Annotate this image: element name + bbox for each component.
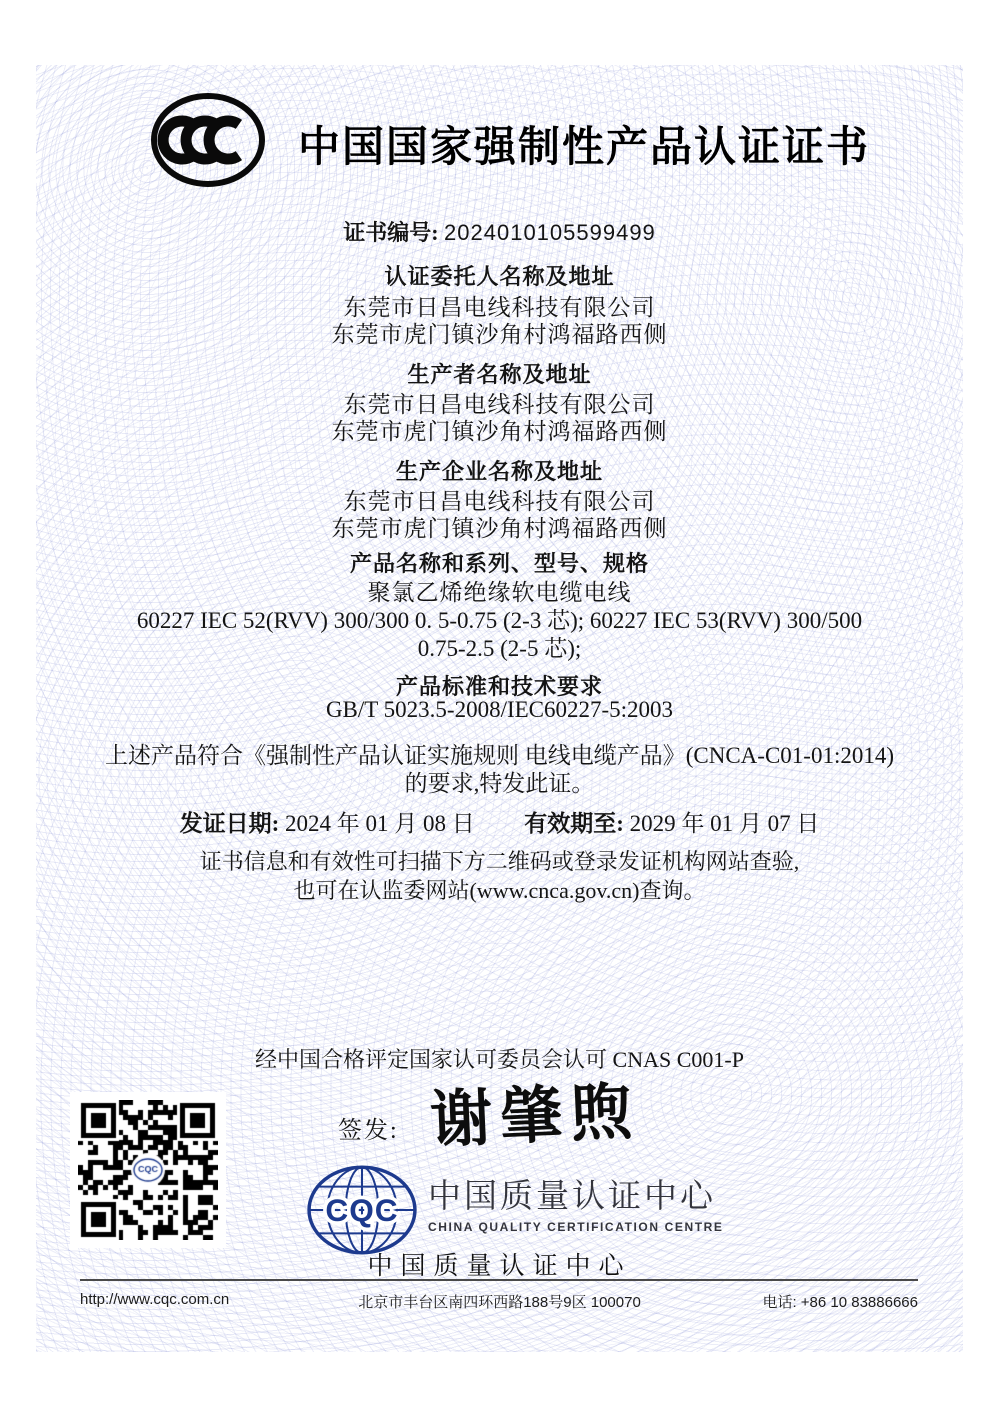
applicant-heading: 认证委托人名称及地址 xyxy=(384,264,615,289)
footer-url: http://www.cqc.com.cn xyxy=(80,1291,230,1308)
accreditation-line: 经中国合格评定国家认可委员会认可 CNAS C001-P xyxy=(255,1047,744,1072)
footer-phone: 电话: +86 10 83886666 xyxy=(762,1294,918,1311)
cqc-wordmark xyxy=(428,1170,724,1234)
certificate-number-line xyxy=(36,216,963,247)
footer-divider xyxy=(80,1279,918,1281)
signer-signature: 谢肇煦 xyxy=(428,1078,642,1156)
producer-address: 东莞市虎门镇沙角村鸿福路西侧 xyxy=(331,419,668,444)
expiry-date-value: 2029 年 01 月 07 日 xyxy=(629,811,820,836)
verify-note-line2: 也可在认监委网站(www.cnca.gov.cn)查询。 xyxy=(293,878,706,903)
product-name: 聚氯乙烯绝缘软电缆电线 xyxy=(367,580,632,605)
standard-value: GB/T 5023.5-2008/IEC60227-5:2003 xyxy=(325,697,674,722)
certificate-number-label: 证书编号: xyxy=(343,220,439,245)
ccc-mark-icon xyxy=(148,92,268,188)
footer-address: 北京市丰台区南四环西路188号9区 100070 xyxy=(358,1294,641,1311)
cqc-globe-icon xyxy=(306,1164,418,1256)
expiry-date-label: 有效期至: xyxy=(524,811,624,836)
sign-label: 签发: xyxy=(338,1118,399,1144)
issue-date-value: 2024 年 01 月 08 日 xyxy=(285,811,475,836)
cqc-monogram: CQC xyxy=(325,1192,399,1229)
issuer-name: 中国质量认证中心 xyxy=(367,1253,632,1280)
producer-name: 东莞市日昌电线科技有限公司 xyxy=(343,392,656,417)
validity-line xyxy=(36,805,963,838)
manufacturer-heading: 生产企业名称及地址 xyxy=(395,459,603,484)
qr-code-canvas xyxy=(78,1100,218,1240)
cqc-name-en: CHINA QUALITY CERTIFICATION CENTRE xyxy=(428,1220,724,1234)
manufacturer-name: 东莞市日昌电线科技有限公司 xyxy=(343,489,656,514)
verify-note-line1: 证书信息和有效性可扫描下方二维码或登录发证机构网站查验, xyxy=(199,849,800,874)
standard-heading: 产品标准和技术要求 xyxy=(395,674,603,699)
statement-line1: 上述产品符合《强制性产品认证实施规则 电线电缆产品》(CNCA-C01-01:2014) xyxy=(104,743,895,768)
manufacturer-address: 东莞市虎门镇沙角村鸿福路西侧 xyxy=(331,516,668,541)
applicant-name: 东莞市日昌电线科技有限公司 xyxy=(343,295,656,320)
certificate-number-value: 2024010105599499 xyxy=(444,220,656,245)
product-models-line2: 0.75-2.5 (2-5 芯); xyxy=(417,636,582,661)
certificate-title: 中国国家强制性产品认证证书 xyxy=(298,123,871,170)
issue-date-label: 发证日期: xyxy=(179,811,280,836)
producer-heading: 生产者名称及地址 xyxy=(407,362,592,387)
qr-code xyxy=(70,1092,226,1248)
cqc-name-cn: 中国质量认证中心 xyxy=(428,1177,716,1214)
product-heading: 产品名称和系列、型号、规格 xyxy=(349,551,649,576)
product-models-line1: 60227 IEC 52(RVV) 300/300 0. 5-0.75 (2-3 芯); 60227 IEC 53(RVV) 300/500 xyxy=(136,608,863,633)
applicant-address: 东莞市虎门镇沙角村鸿福路西侧 xyxy=(331,322,668,347)
statement-line2: 的要求,特发此证。 xyxy=(404,771,595,796)
